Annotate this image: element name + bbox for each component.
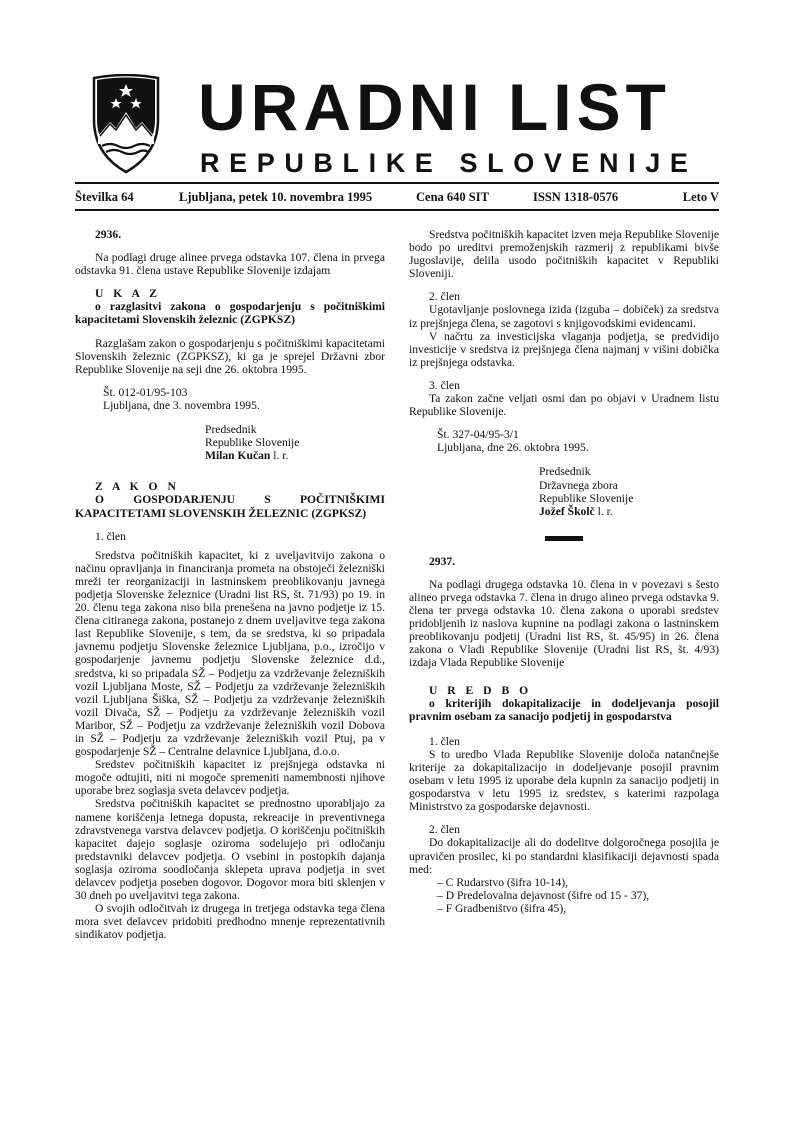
paragraph: Ta zakon začne veljati osmi dan po objavi v Uradnem listu Republike Slovenije. — [409, 392, 719, 419]
paragraph: S to uredbo Vlada Republike Slovenije določa natančnejše kriterije za dokapitalizacijo in dodeljevanje posojil pravnim osebam v letu 1995 iz uporabe dela kupnin za sanacijo podjetij in gospodarstva v letu 1995 iz sredstev, s katerimi razpolaga Ministrstvo za gospodarske dejavnosti. — [409, 747, 719, 814]
article-heading: 3. člen — [429, 378, 460, 392]
issue-number: Številka 64 — [75, 190, 134, 204]
document-number: 2936. — [95, 228, 122, 241]
left-column — [75, 228, 385, 942]
decree-subtitle: o razglasitvi zakona o gospodarjenju s počitniškimi kapacitetami Slovenskih železnic (ZGPKSZ) — [75, 300, 385, 327]
article-heading: 1. člen — [429, 734, 460, 748]
law-subtitle: O GOSPODARJENJU S POČITNIŠKIMI KAPACITETAMI SLOVENSKIH ŽELEZNIC (ZGPKSZ) — [75, 493, 385, 520]
list-item: – C Rudarstvo (šifra 10-14), — [437, 875, 569, 889]
signature-role: Republike Slovenije — [205, 436, 300, 450]
signature-suffix: l. r. — [270, 449, 289, 463]
article-heading: 2. člen — [429, 823, 460, 837]
signature-role: Predsednik — [205, 423, 257, 437]
signature-suffix: l. r. — [594, 504, 613, 518]
list-item: – F Gradbeništvo (šifra 45), — [437, 901, 567, 915]
list-item: – D Predelovalna dejavnost (šifre od 15 - 37), — [437, 888, 650, 902]
header-rule-top — [75, 182, 719, 184]
paragraph: Na podlagi drugega odstavka 10. člena in v povezavi s šesto alineo prvega odstavka 7. člena in drugo alineo prvega odstavka 9. člena ter prvega odstavka 10. člena zakona o uporabi sredstev pridobljenih iz naslova kupnine na podlagi zakona o lastninskem preoblikovanju podjetij (Uradni list RS, št. 45/95) in 26. člena zakona o Vladi Republike Slovenije (Uradni list RS, št. 4/93) izdaja Vlada Republike Slovenije — [409, 577, 719, 670]
issue-year: Leto V — [682, 190, 719, 204]
reference-number: Št. 012-01/95-103 — [103, 385, 188, 399]
signatory-name: Milan Kučan — [205, 449, 271, 463]
paragraph: Sredstva počitniških kapacitet izven meja Republike Slovenije bodo po ureditvi premoženjskih razmerij z republikami bivše Jugoslavije, delila usodo počitniških kapacitet v Republiki Sloveniji. — [409, 228, 719, 281]
issue-issn: ISSN 1318-0576 — [533, 190, 619, 204]
paragraph: Sredstev počitniških kapacitet iz prejšnjega odstavka ni mogoče odtujiti, niti ni mogoče spremeniti namembnosti njihove uporabe brez soglasja sveta delavcev podjetja. — [75, 758, 385, 798]
reference-number: Št. 327-04/95-3/1 — [437, 428, 519, 442]
law-title: Z A K O N — [95, 480, 180, 494]
paragraph: Ugotavljanje poslovnega izida (izguba – dobiček) za sredstva iz prejšnjega člena, se zagotovi s knjigovodskimi evidencami. — [409, 303, 719, 330]
paragraph: Razglašam zakon o gospodarjenju s počitniškimi kapacitetami Slovenskih železnic (ZGPKSZ), ki ga je sprejel Državni zbor Republike Slovenije na seji dne 26. oktobra 1995. — [75, 336, 385, 376]
issue-meta-bar — [75, 190, 719, 208]
paragraph: Sredstva počitniških kapacitet, ki z uveljavitvijo zakona o načinu opravljanja in financiranja prometa na obstoječi železniški mreži ter reorganizaciji in lastninskem preoblikovanju javnega podjetja Slovenske železnice (Uradni list RS, št. 71/93) po 19. in 20. členu tega zakona niso bila prenešena na javno podjetje iz 15. člena citiranega zakona, postanejo z dnem uveljavitve tega zakona last Republike Slovenije, s tem, da se sredstva, ki so pripadala javnemu podjetju Slovenske železnice Ljubljana, p.o., izročijo v gospodarjenje javnemu podjetju Slovenske železnice d.d., sredstva, ki so pripadala SŽ – Podjetju za vzdrževanje železniških vozil Ljubljana Moste, SŽ – Podjetju za vzdrževanje železniških vozil Ljubljana Šiška, SŽ – Podjetju za vzdrževanje železniških vozil Divača, SŽ – Podjetju za vzdrževanje železniških vozil Maribor, SŽ – Podjetju za vzdrževanje železniških vozil Dobova in SŽ – Podjetju za vzdrževanje železniških vozil Ptuj, pa v gospodarjenje SŽ – Centralne delavnice Ljubljana, d.o.o. — [75, 548, 385, 759]
signature-role: Državnega zbora — [539, 478, 618, 492]
publication-subtitle: REPUBLIKE SLOVENIJE — [200, 148, 698, 178]
signature-role: Predsednik — [539, 465, 591, 479]
publication-title: URADNI LIST — [198, 70, 671, 144]
regulation-title: U R E D B O — [429, 683, 532, 697]
reference-date: Ljubljana, dne 3. novembra 1995. — [103, 398, 260, 412]
article-heading: 2. člen — [429, 290, 460, 304]
issue-date: Ljubljana, petek 10. novembra 1995 — [179, 190, 373, 204]
paragraph: O svojih odločitvah iz drugega in tretjega odstavka tega člena mora svet delavcev pridobiti predhodno mnenje reprezentativnih sindikatov podjetja. — [75, 902, 385, 942]
coat-of-arms-icon — [88, 74, 164, 174]
paragraph: Do dokapitalizacije ali do dodelitve dolgoročnega posojila je upravičen prosilec, ki po standardni klasifikaciji dejavnosti spada med: — [409, 836, 719, 876]
issue-price: Cena 640 SIT — [416, 190, 489, 204]
signature-role: Republike Slovenije — [539, 491, 634, 505]
paragraph: V načrtu za investicijska vlaganja podjetja, se predvidijo investicije v sredstva iz prejšnjega člena najmanj v višini dobička iz prejšnjega odstavka. — [409, 329, 719, 369]
decree-title: U K A Z — [95, 287, 161, 301]
paragraph: Sredstva počitniških kapacitet se prednostno uporabljajo za namene koriščenja letnega dopusta, rekreacije in preventivnega zdravstvenega varstva delavcev podjetja. O koriščenju počitniških kapacitet dajejo soglasje oziroma sodelujejo pri odločanju predstavniki delavcev podjetja. O vsebini in postopkih dajanja soglasja oziroma soodločanja sklepeta uprava podjetja in svet delavcev podjetja poseben dogovor. Dogovor mora biti sklenjen v 30 dneh po uveljavitvi tega zakona. — [75, 797, 385, 903]
reference-date: Ljubljana, dne 26. oktobra 1995. — [437, 441, 589, 455]
regulation-subtitle: o kriterijih dokapitalizacije in dodeljevanja posojil pravnim osebam za sanacijo podjetij in gospodarstva — [409, 696, 719, 723]
signature-line — [75, 449, 385, 462]
right-column — [409, 228, 719, 915]
paragraph: Na podlagi druge alinee prvega odstavka 107. člena in prvega odstavka 91. člena ustave Republike Slovenije izdajam — [75, 251, 385, 278]
header-rule-bottom — [75, 209, 719, 211]
article-heading: 1. člen — [95, 529, 126, 543]
signature-line — [409, 505, 719, 518]
signatory-name: Jožef Školč — [539, 504, 595, 518]
document-number: 2937. — [429, 554, 456, 568]
